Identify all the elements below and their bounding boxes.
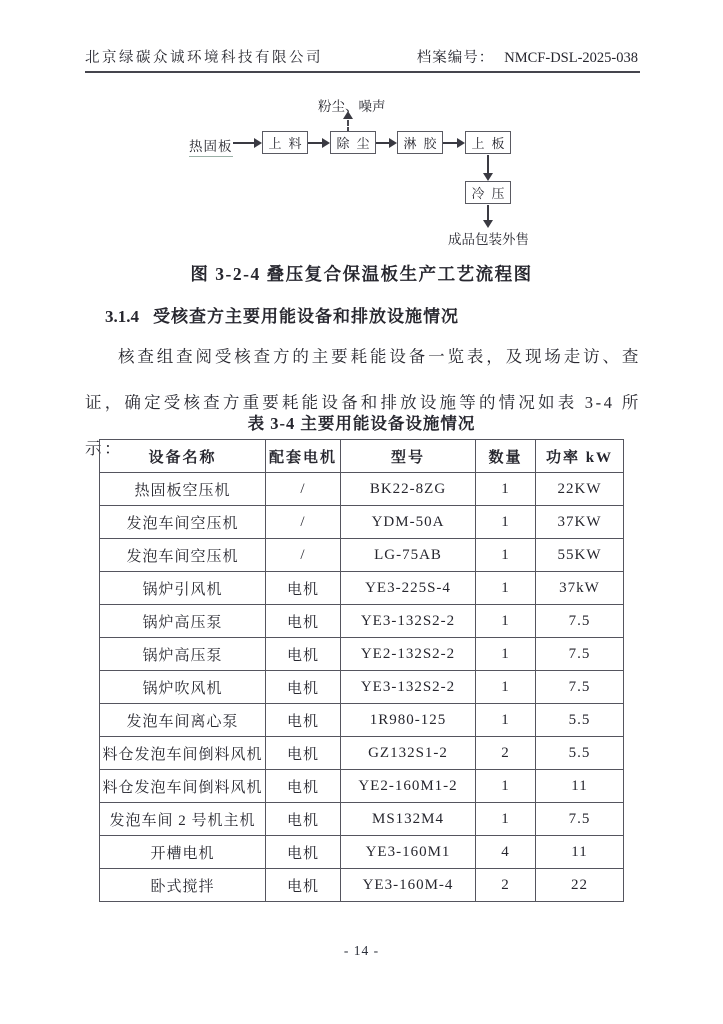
flow-arrow	[308, 142, 328, 144]
flow-dashed-arrow-up	[347, 113, 349, 133]
table-row	[100, 869, 624, 902]
table-cell: 电机	[266, 671, 341, 704]
figure-caption: 图 3-2-4 叠压复合保温板生产工艺流程图	[190, 264, 533, 284]
doc-number-label: 档案编号：	[416, 50, 495, 66]
table-cell: MS132M4	[341, 803, 476, 836]
table-cell: 7.5	[536, 605, 624, 638]
table-row	[100, 506, 624, 539]
table-cell: LG-75AB	[341, 539, 476, 572]
flow-step-cold-press: 冷压	[465, 181, 511, 204]
flow-source-label: 热固板	[189, 135, 233, 157]
table-row	[100, 638, 624, 671]
table-row	[100, 704, 624, 737]
table-cell: 开槽电机	[100, 836, 266, 869]
table-cell: 1	[476, 704, 536, 737]
table-cell: YE3-225S-4	[341, 572, 476, 605]
table-row	[100, 473, 624, 506]
table-row	[100, 605, 624, 638]
flow-arrow-down	[487, 205, 489, 226]
table-cell: 电机	[266, 770, 341, 803]
table-cell: 2	[476, 869, 536, 902]
table-row	[100, 770, 624, 803]
table-cell: YE3-160M1	[341, 836, 476, 869]
table-cell: /	[266, 539, 341, 572]
flow-emission-label: 粉尘、噪声	[318, 99, 386, 114]
table-cell: 7.5	[536, 638, 624, 671]
table-cell: 料仓发泡车间倒料风机	[100, 737, 266, 770]
column-header-motor: 配套电机	[266, 440, 341, 473]
table-cell: 发泡车间空压机	[100, 539, 266, 572]
header-doc-number	[417, 46, 638, 67]
table-cell: 电机	[266, 869, 341, 902]
column-header-model: 型号	[341, 440, 476, 473]
table-cell: 发泡车间 2 号机主机	[100, 803, 266, 836]
flow-arrow	[443, 142, 463, 144]
table-cell: 37kW	[536, 572, 624, 605]
table-cell: YE3-132S2-2	[341, 671, 476, 704]
table-cell: 锅炉吹风机	[100, 671, 266, 704]
table-cell: 1	[476, 539, 536, 572]
table-cell: 锅炉引风机	[100, 572, 266, 605]
table-cell: 锅炉高压泵	[100, 605, 266, 638]
table-cell: 5.5	[536, 737, 624, 770]
flow-step-gluing: 淋胶	[397, 131, 443, 154]
table-cell: 1R980-125	[341, 704, 476, 737]
table-cell: 电机	[266, 704, 341, 737]
table-cell: 1	[476, 638, 536, 671]
page-number: - 14 -	[343, 943, 380, 958]
table-cell: 卧式搅拌	[100, 869, 266, 902]
table-cell: /	[266, 473, 341, 506]
table-cell: 11	[536, 836, 624, 869]
doc-number-value: NMCF-DSL-2025-038	[504, 50, 638, 66]
table-cell: 1	[476, 473, 536, 506]
table-cell: 1	[476, 671, 536, 704]
equipment-table	[99, 439, 624, 902]
table-cell: YE3-132S2-2	[341, 605, 476, 638]
table-row	[100, 671, 624, 704]
table-cell: 锅炉高压泵	[100, 638, 266, 671]
header-divider	[85, 71, 640, 73]
table-cell: 55KW	[536, 539, 624, 572]
table-cell: YDM-50A	[341, 506, 476, 539]
table-cell: 料仓发泡车间倒料风机	[100, 770, 266, 803]
table-header-row	[100, 440, 624, 473]
table-cell: 发泡车间空压机	[100, 506, 266, 539]
section-number: 3.1.4	[105, 307, 139, 326]
table-cell: 7.5	[536, 803, 624, 836]
table-cell: 2	[476, 737, 536, 770]
table-row	[100, 836, 624, 869]
table-cell: 5.5	[536, 704, 624, 737]
table-cell: 4	[476, 836, 536, 869]
flow-arrow	[233, 142, 260, 144]
table-cell: 1	[476, 605, 536, 638]
body-paragraph: 核查组查阅受核查方的主要耗能设备一览表，及现场走访、查证，确定受核查方重要耗能设备和排放设施等的情况如表 3-4 所示：	[85, 347, 641, 458]
table-cell: 1	[476, 803, 536, 836]
table-cell: 1	[476, 770, 536, 803]
table-cell: 电机	[266, 638, 341, 671]
table-title: 表 3-4 主要用能设备设施情况	[247, 414, 476, 433]
table-cell: 发泡车间离心泵	[100, 704, 266, 737]
table-cell: 热固板空压机	[100, 473, 266, 506]
page-header	[85, 46, 638, 67]
table-cell: 7.5	[536, 671, 624, 704]
table-cell: 22	[536, 869, 624, 902]
table-row	[100, 803, 624, 836]
table-cell: 1	[476, 572, 536, 605]
table-cell: 电机	[266, 605, 341, 638]
table-cell: 电机	[266, 836, 341, 869]
table-cell: /	[266, 506, 341, 539]
table-row	[100, 539, 624, 572]
table-cell: YE3-160M-4	[341, 869, 476, 902]
table-cell: 11	[536, 770, 624, 803]
table-cell: 电机	[266, 572, 341, 605]
table-cell: YE2-132S2-2	[341, 638, 476, 671]
table-row	[100, 572, 624, 605]
table-cell: 电机	[266, 737, 341, 770]
column-header-device: 设备名称	[100, 440, 266, 473]
flow-step-dust-removal: 除尘	[330, 131, 376, 154]
table-row	[100, 737, 624, 770]
flow-arrow-down	[487, 155, 489, 179]
table-cell: 37KW	[536, 506, 624, 539]
flow-output-label: 成品包装外售	[448, 232, 529, 247]
table-cell: 电机	[266, 803, 341, 836]
section-heading	[105, 302, 459, 327]
flow-step-feeding: 上料	[262, 131, 308, 154]
section-title: 受核查方主要用能设备和排放设施情况	[153, 307, 459, 326]
table-cell: BK22-8ZG	[341, 473, 476, 506]
flow-arrow	[376, 142, 395, 144]
table-body	[100, 473, 624, 902]
column-header-power: 功率 kW	[536, 440, 624, 473]
flow-step-boarding: 上板	[465, 131, 511, 154]
table-cell: GZ132S1-2	[341, 737, 476, 770]
table-cell: 1	[476, 506, 536, 539]
table-cell: YE2-160M1-2	[341, 770, 476, 803]
column-header-quantity: 数量	[476, 440, 536, 473]
table-cell: 22KW	[536, 473, 624, 506]
header-company-name: 北京绿碳众诚环境科技有限公司	[85, 50, 323, 66]
